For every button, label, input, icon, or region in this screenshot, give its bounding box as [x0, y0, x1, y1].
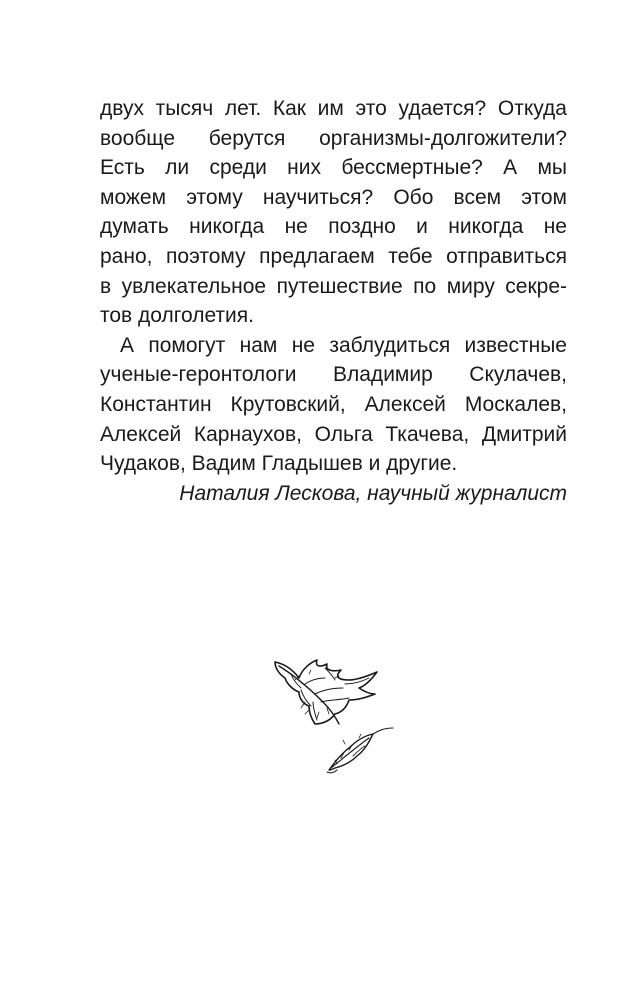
text-line: рано, поэтому предлагаем тебе отправиться — [100, 244, 567, 268]
page-text — [100, 94, 567, 508]
text-line: тов долголетия. — [100, 304, 254, 328]
small-leaf — [327, 728, 393, 773]
text-line: можем этому научиться? Обо всем этом — [100, 185, 567, 209]
leaves-drawing — [265, 650, 405, 780]
text-line: думать никогда не поздно и никогда не — [100, 215, 567, 239]
falling-leaves-icon — [265, 650, 405, 780]
text-line: в увлекательное путешествие по миру секре- — [100, 274, 567, 298]
paragraph-1 — [100, 94, 567, 331]
text-line: вообще берутся организмы-долгожители? — [100, 126, 567, 150]
paragraph-2 — [100, 331, 567, 479]
text-line: Есть ли среди них бессмертные? А мы — [100, 156, 567, 180]
text-line: Константин Крутовский, Алексей Москалев, — [100, 392, 567, 416]
large-leaf — [275, 660, 377, 724]
text-line: А помогут нам не заблудиться известные — [120, 333, 567, 357]
author-signature: Наталия Лескова, научный журналист — [179, 481, 567, 505]
text-line: двух тысяч лет. Как им это удается? Откуда — [100, 97, 567, 120]
text-line: ученые-геронтологи Владимир Скулачев, — [100, 363, 567, 387]
text-line: Алексей Карнаухов, Ольга Ткачева, Дмитрий — [100, 422, 567, 446]
text-line: Чудаков, Вадим Гладышев и другие. — [100, 452, 458, 476]
